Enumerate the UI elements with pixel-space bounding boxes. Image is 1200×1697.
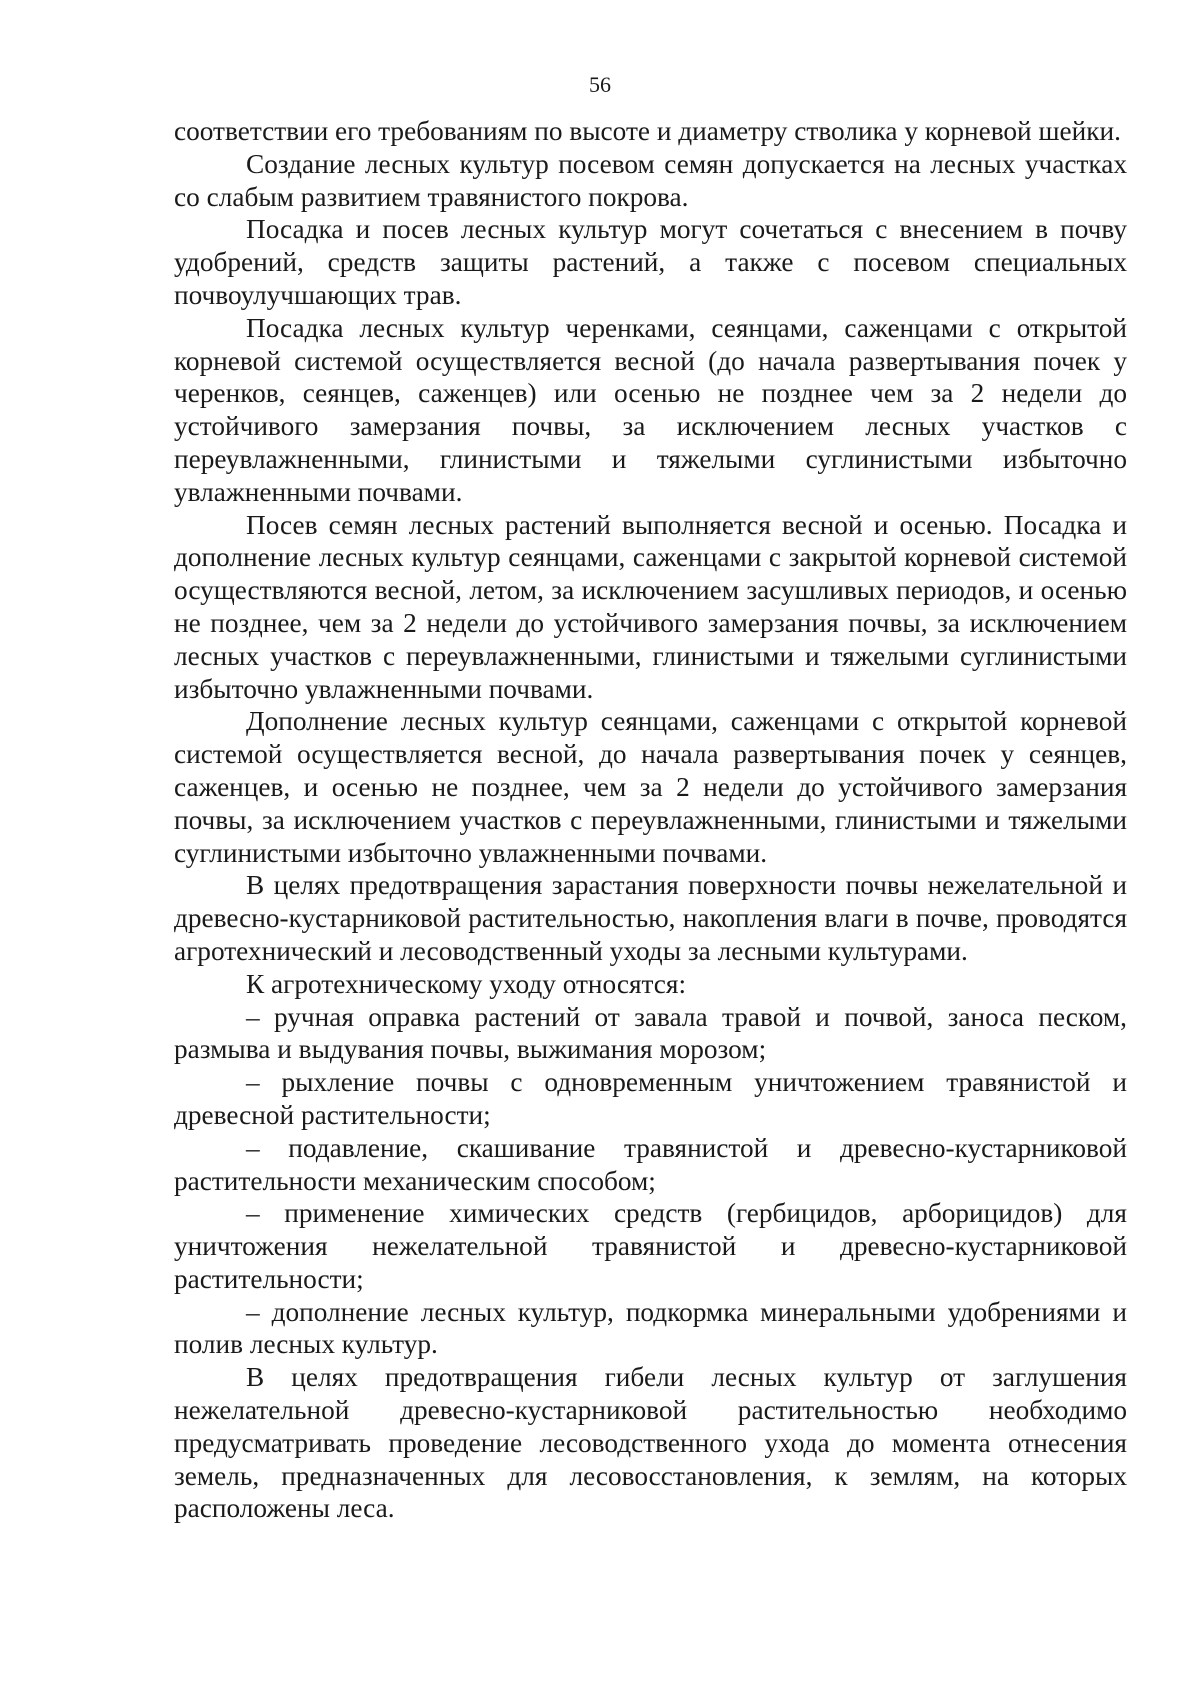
- paragraph-care-purpose: В целях предотвращения зарастания поверхности почвы нежелательной и древесно-кустарниковой растительностью, накопления влаги в почве, проводятся агротехнический и лесоводственный уходы за лесными культурами.: [174, 870, 1127, 966]
- list-item-supplementing-feeding: – дополнение лесных культур, подкормка минеральными удобрениями и полив лесных культур.: [174, 1296, 1127, 1360]
- list-item-manual-straightening: – ручная оправка растений от завала травой и почвой, заноса песком, размыва и выдувания почвы, выжимания морозом;: [174, 1001, 1127, 1065]
- list-item-loosening: – рыхление почвы с одновременным уничтожением травянистой и древесной растительности;: [174, 1067, 1127, 1130]
- list-item-chemicals: – применение химических средств (гербицидов, арборицидов) для уничтожения нежелательной травянистой и древесно-кустарниковой растительности;: [174, 1198, 1127, 1294]
- list-item-mowing: – подавление, скашивание травянистой и древесно-кустарниковой растительности механическим способом;: [174, 1132, 1127, 1196]
- paragraph-agrotechnical-care-intro: К агротехническому уходу относятся:: [246, 968, 687, 999]
- paragraph-seed-sowing: Создание лесных культур посевом семян допускается на лесных участках со слабым развитием травянистого покрова.: [174, 148, 1127, 212]
- paragraph-open-root-planting: Посадка лесных культур черенками, сеянцами, саженцами с открытой корневой системой осуществляется весной (до начала развертывания почек у черенков, сеянцев, саженцев) или осенью не позднее чем за 2 недели до устойчивого замерзания почвы, за исключением лесных участков с переувлажненными, глинистыми и тяжелыми суглинистыми избыточно увлажненными почвами.: [174, 312, 1127, 507]
- body-text: [174, 115, 1127, 1525]
- paragraph-silvicultural-care: В целях предотвращения гибели лесных культур от заглушения нежелательной древесно-кустарниковой растительностью необходимо предусматривать проведение лесоводственного ухода до момента отнесения земель, предназначенных для лесовосстановления, к землям, на которых расположены леса.: [174, 1362, 1127, 1524]
- page-number: 56: [589, 72, 611, 97]
- paragraph-continuation: соответствии его требованиям по высоте и диаметру стволика у корневой шейки.: [174, 116, 1121, 146]
- paragraph-fertilizers: Посадка и посев лесных культур могут сочетаться с внесением в почву удобрений, средств защиты растений, а также с посевом специальных почвоулучшающих трав.: [174, 214, 1127, 310]
- paragraph-supplementing: Дополнение лесных культур сеянцами, саженцами с открытой корневой системой осуществляется весной, до начала развертывания почек у сеянцев, саженцев, и осенью не позднее, чем за 2 недели до устойчивого замерзания почвы, за исключением участков с переувлажненными, глинистыми и тяжелыми суглинистыми избыточно увлажненными почвами.: [174, 706, 1127, 868]
- paragraph-closed-root-planting: Посев семян лесных растений выполняется весной и осенью. Посадка и дополнение лесных культур сеянцами, саженцами с закрытой корневой системой осуществляются весной, летом, за исключением засушливых периодов, и осенью не позднее, чем за 2 недели до устойчивого замерзания почвы, за исключением лесных участков с переувлажненными, глинистыми и тяжелыми суглинистыми избыточно увлажненными почвами.: [174, 509, 1127, 704]
